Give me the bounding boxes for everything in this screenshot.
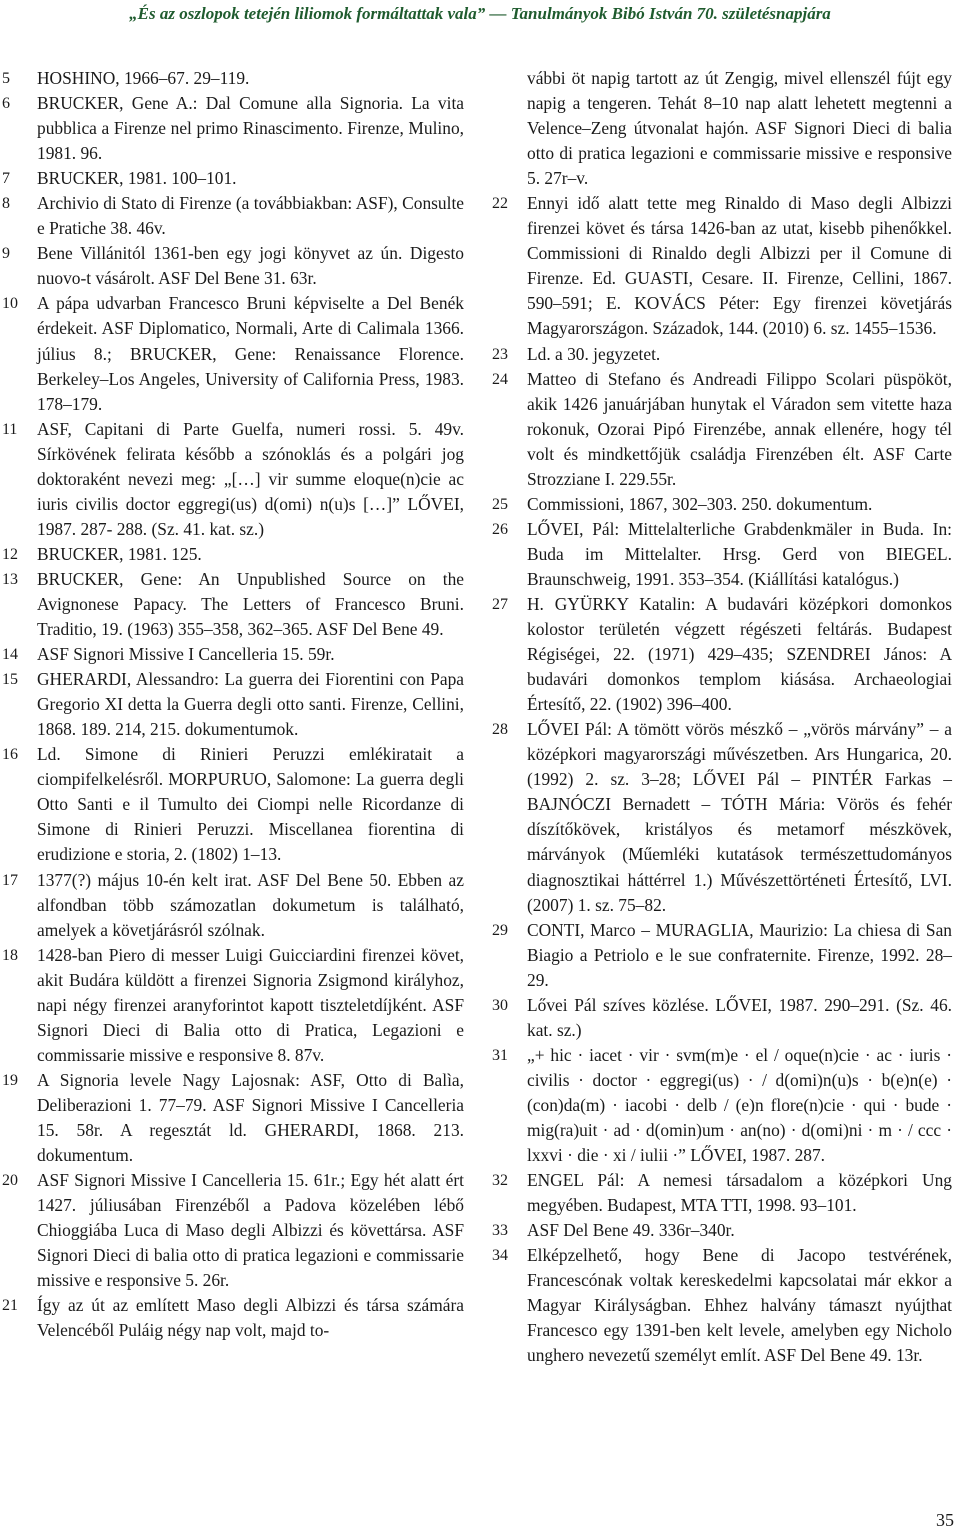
footnote-text: LŐVEI Pál: A tömött vörös mészkő – „vörös márvány” – a középkori magyarországi művészetben. Ars Hungarica, 20. (1992) 2. sz. 3–28; LŐVEI Pál – PINTÉR Farkas – BAJNÓCZI Bernadett – TÓTH Mária: Vörös és fehér díszítőkövek, kristályos és metamorf mészkövek, márványok (Műemléki kutatások természettudományos diagnosztikai háttérrel 1.) Művészettörténeti Értesítő, LVI. (2007) 1. sz. 75–82. xyxy=(527,719,952,915)
footnote-number: 22 xyxy=(492,195,508,213)
footnote-number: 18 xyxy=(2,946,18,964)
footnote-text: Archivio di Stato di Firenze (a továbbiakban: ASF), Consulte e Pratiche 38. 46v. xyxy=(37,193,464,239)
footnote xyxy=(492,918,952,993)
footnote-text: Bene Villánitól 1361-ben egy jogi könyvet az ún. Digesto nuovo-t vásárolt. ASF Del Bene 31. 63r. xyxy=(37,243,464,289)
footnote xyxy=(492,1168,952,1218)
footnote-text: ASF, Capitani di Parte Guelfa, numeri rossi. 5. 49v. Sírkövének felirata később a szónoklás és a polgári jog doktoraként nevezi meg: „[…] vir summe eloque(n)cie ac iuris civilis doctor eggregi(us) d(omi) n(u)s […]” LŐVEI, 1987. 287- 288. (Sz. 41. kat. sz.) xyxy=(37,418,464,539)
footnote-number: 10 xyxy=(2,295,18,313)
footnote xyxy=(2,1293,464,1343)
footnote xyxy=(2,742,464,867)
footnote xyxy=(492,592,952,717)
footnote-number: 19 xyxy=(2,1071,18,1089)
footnote-text: CONTI, Marco – MURAGLIA, Maurizio: La chiesa di San Biagio a Petriolo e le sue confraternite. Firenze, 1992. 28–29. xyxy=(527,919,952,990)
footnote-number: 9 xyxy=(2,245,10,263)
footnote xyxy=(492,492,952,517)
footnote xyxy=(2,191,464,241)
footnote-text: BRUCKER, Gene A.: Dal Comune alla Signoria. La vita pubblica a Firenze nel primo Rinascimento. Firenze, Mulino, 1981. 96. xyxy=(37,93,464,164)
footnote-number: 16 xyxy=(2,746,18,764)
footnote-number: 13 xyxy=(2,570,18,588)
footnote xyxy=(2,241,464,291)
footnote-text: Lővei Pál szíves közlése. LŐVEI, 1987. 290–291. (Sz. 46. kat. sz.) xyxy=(527,994,952,1040)
footnote-number: 8 xyxy=(2,195,10,213)
running-header: „És az oszlopok tetején liliomok formáltattak vala” — Tanulmányok Bibó István 70. születésnapjára xyxy=(129,4,831,23)
footnote-text: ASF Signori Missive I Cancelleria 15. 59r. xyxy=(37,644,335,665)
footnote-number: 5 xyxy=(2,70,10,87)
footnote-text: „+ hic · iacet · vir · svm(m)e · el / oque(n)cie · ac · iuris · civilis · doctor · eggregi(us) · / d(omi)n(u)s · b(e)n(e) · (con)da(m) · iacobi · delb / (e)n flore(n)cie · qui · bude · mig(ra)uit · ad · d(omin)um · an(no) · d(omi)ni · m · / ccc · lxxvi · die · xi / iulii ·” LŐVEI, 1987. 287. xyxy=(527,1044,952,1166)
footnote-text: GHERARDI, Alessandro: La guerra dei Fiorentini con Papa Gregorio XI detta la Guerra degli otto santi. Firenze, Cellini, 1868. 189. 214, 215. dokumentumok. xyxy=(37,669,464,740)
footnote xyxy=(2,1168,464,1293)
footnote xyxy=(492,66,952,191)
footnote xyxy=(2,291,464,416)
page-number: 35 xyxy=(936,1510,954,1530)
footnote xyxy=(492,1218,952,1243)
footnote-text: Ld. Simone di Rinieri Peruzzi emlékiratait a ciompifelkelésről. MORPURUO, Salomone: La guerra degli Otto Santi e il Tumulto dei Ciompi nelle Ricordanze di Simone di Rinieri Peruzzi. Miscellanea fiorentina di erudizione e storia, 2. (1802) 1–13. xyxy=(37,744,464,865)
footnote-text: BRUCKER, Gene: An Unpublished Source on the Avignonese Papacy. The Letters of Francesco Bruni. Traditio, 19. (1963) 355–358, 362–365. ASF Del Bene 49. xyxy=(37,568,464,640)
footnote-number: 7 xyxy=(2,170,10,188)
footnote-number: 34 xyxy=(492,1247,508,1265)
footnote xyxy=(2,567,464,642)
footnote-number: 30 xyxy=(492,996,508,1014)
footnote-text: Elképzelhető, hogy Bene di Jacopo testvérének, Francescónak voltak kereskedelmi kapcsolatai már ekkor a Magyar Királyságban. Ehhez halvány támaszt nyújthat Francesco egy 1391-ben kelt levele, amelyben egy Nicholo unghero nevezetű személyt említ. ASF Del Bene 49. 13r. xyxy=(527,1245,952,1366)
left-footnote-column xyxy=(2,66,464,1343)
footnote xyxy=(492,191,952,341)
footnote-number: 28 xyxy=(492,721,508,739)
footnote-text: vábbi öt napig tartott az út Zengig, mivel ellenszél fújt egy napig a tengeren. Tehát 8–10 nap alatt lehetett megtenni a Velence–Zeng útvonalat hajón. ASF Signori Dieci di balia otto di pratica legazioni e commissarie missive e responsive 5. 27r–v. xyxy=(527,68,952,189)
footnote xyxy=(492,1243,952,1368)
footnote xyxy=(492,717,952,917)
footnote xyxy=(2,542,464,567)
footnote xyxy=(2,642,464,667)
footnote-text: ASF Signori Missive I Cancelleria 15. 61r.; Egy hét alatt ért 1427. júliusában Firenzéből a Padova közelében lébő Chioggiába Luca di Maso degli Albizzi és követtársa. ASF Signori Dieci di balia otto di pratica legazioni e commissarie missive e responsive 5. 26r. xyxy=(37,1170,464,1291)
footnote-number: 6 xyxy=(2,95,10,113)
footnote-text: Commissioni, 1867, 302–303. 250. dokumentum. xyxy=(527,493,873,514)
footnote xyxy=(2,66,464,91)
footnote-number: 26 xyxy=(492,520,508,538)
footnote-number: 29 xyxy=(492,921,508,939)
footnote xyxy=(2,91,464,166)
footnote-text: A Signoria levele Nagy Lajosnak: ASF, Otto di Balìa, Deliberazioni 1. 77–79. ASF Signori Missive I Cancelleria 15. 58r. A regesztát ld. GHERARDI, 1868. 213. dokumentum. xyxy=(37,1069,464,1166)
footnote xyxy=(2,868,464,943)
footnote-text: Ld. a 30. jegyzetet. xyxy=(527,343,661,364)
footnote-text: H. GYÜRKY Katalin: A budavári középkori domonkos kolostor területén végzett régészeti feltárás. Budapest Régiségei, 22. (1971) 429–435; SZENDREI János: A budavári domonkos templom kiásása. Archaeologiai Értesítő, 22. (1902) 396–400. xyxy=(527,593,952,715)
footnote-text: LŐVEI, Pál: Mittelalterliche Grabdenkmäler in Buda. In: Buda im Mittelalter. Hrsg. Gerd von BIEGEL. Braunschweig, 1991. 353–354. (Kiállítási katalógus.) xyxy=(527,518,952,589)
footnote-number: 20 xyxy=(2,1172,18,1190)
footnote-number: 24 xyxy=(492,370,508,388)
footnote-number: 12 xyxy=(2,545,18,563)
footnote-number: 23 xyxy=(492,345,508,363)
footnote-text: 1377(?) május 10-én kelt irat. ASF Del Bene 50. Ebben az alfondban több számozatlan dokumetum is található, amelyek a követjárásról szólnak. xyxy=(37,869,464,940)
footnote xyxy=(492,993,952,1043)
footnote-number: 25 xyxy=(492,495,508,513)
footnote-text: 1428-ban Piero di messer Luigi Guicciardini firenzei követ, akit Budára küldött a firenzei Signoria Zsigmond királyhoz, napi négy firenzei aranyforintot kapott tiszteletdíjként. ASF Signori Dieci di Balia otto di Pratica, Legazioni e commissarie missive e responsive 8. 87v. xyxy=(37,944,464,1065)
footnote-text: Matteo di Stefano és Andreadi Filippo Scolari püspököt, akik 1426 januárjában hunytak el Váradon sem vitette haza rokonuk, Ozorai Pipó Firenzébe, annak ellenére, hogy tél volt és mindkettőjük családja Firenzében élt. ASF Carte Strozziane I. 229.55r. xyxy=(527,368,952,489)
footnote-text: ENGEL Pál: A nemesi társadalom a középkori Ung megyében. Budapest, MTA TTI, 1998. 93–101. xyxy=(527,1170,952,1216)
footnote-number: 21 xyxy=(2,1297,18,1315)
footnote xyxy=(2,1068,464,1168)
footnote-number: 17 xyxy=(2,871,18,889)
footnote xyxy=(492,517,952,592)
footnote-number: 33 xyxy=(492,1222,508,1240)
footnote-text: Így az út az említett Maso degli Albizzi és társa számára Velencéből Puláig négy nap volt, majd to- xyxy=(37,1295,464,1341)
footnote xyxy=(492,367,952,492)
footnote-number: 15 xyxy=(2,671,18,689)
footnote-number: 11 xyxy=(2,420,18,438)
footnote-number: 14 xyxy=(2,646,18,664)
footnote-text: ASF Del Bene 49. 336r–340r. xyxy=(527,1220,735,1241)
footnote-text: Ennyi idő alatt tette meg Rinaldo di Maso degli Albizzi firenzei követ és társa 1426-ban az utat, kisebb pihenőkkel. Commissioni di Rinaldo degli Albizzi per il Comune di Firenze. Ed. GUASTI, Cesare. II. Firenze, Cellini, 1867. 590–591; E. KOVÁCS Péter: Egy firenzei követjárás Magyarországon. Századok, 144. (2010) 6. sz. 1455–1536. xyxy=(527,193,952,339)
footnote xyxy=(2,943,464,1068)
footnote xyxy=(2,417,464,542)
footnote-text: A pápa udvarban Francesco Bruni képviselte a Del Benék érdekeit. ASF Diplomatico, Normali, Arte di Calimala 1366. július 8.; BRUCKER, Gene: Renaissance Florence. Berkeley–Los Angeles, University of California Press, 1983. 178–179. xyxy=(37,293,464,414)
footnote-text: BRUCKER, 1981. 125. xyxy=(37,543,202,564)
footnote-number: 32 xyxy=(492,1172,508,1190)
right-footnote-column xyxy=(492,66,952,1368)
footnote xyxy=(2,166,464,191)
footnote-text: BRUCKER, 1981. 100–101. xyxy=(37,168,237,189)
footnote xyxy=(492,342,952,367)
footnote-number: 27 xyxy=(492,595,508,613)
footnote xyxy=(492,1043,952,1168)
footnote-number: 31 xyxy=(492,1046,508,1064)
footnote xyxy=(2,667,464,742)
footnote-text: HOSHINO, 1966–67. 29–119. xyxy=(37,68,250,88)
